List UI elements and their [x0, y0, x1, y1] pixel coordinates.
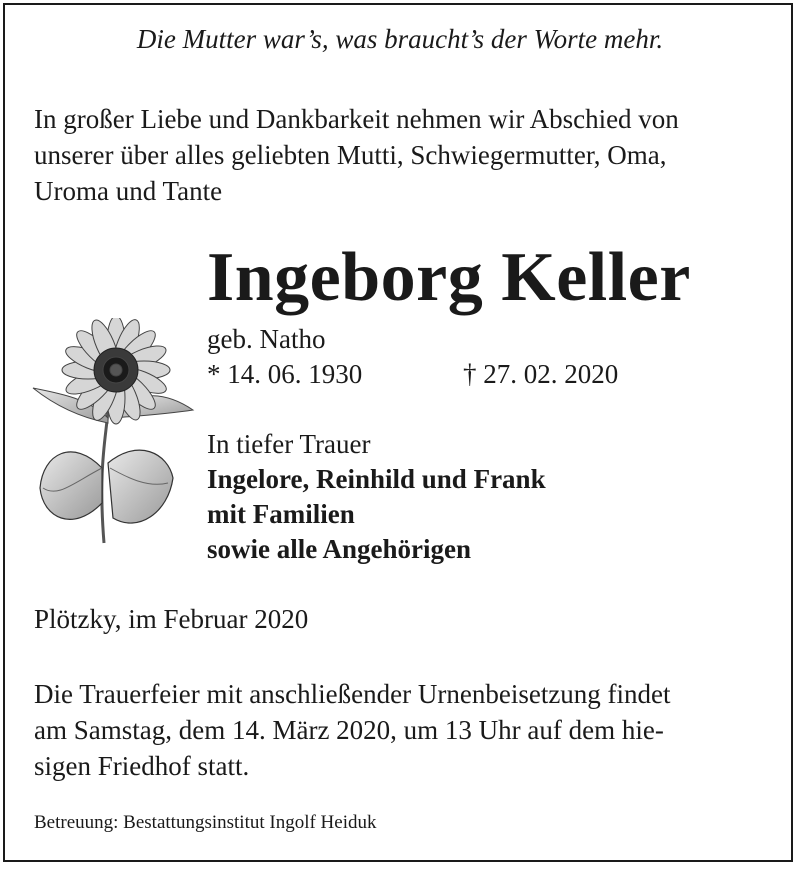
- intro-line-2: unserer über alles geliebten Mutti, Schwiegermutter, Oma,: [34, 140, 667, 170]
- ceremony-line-3: sigen Friedhof statt.: [34, 751, 250, 781]
- deceased-name: Ingeborg Keller: [207, 239, 691, 316]
- sunflower-illustration: [28, 318, 203, 548]
- intro-line-3: Uroma und Tante: [34, 176, 223, 206]
- mourners-line-1: Ingelore, Reinhild und Frank: [207, 464, 546, 494]
- ceremony-line-2: am Samstag, dem 14. März 2020, um 13 Uhr auf dem hie-: [34, 715, 664, 745]
- mourners-line-2: mit Familien: [207, 499, 355, 529]
- birth-date: * 14. 06. 1930: [207, 359, 363, 389]
- maiden-name: geb. Natho: [207, 324, 326, 354]
- intro-line-1: In großer Liebe und Dankbarkeit nehmen wir Abschied von: [34, 104, 679, 134]
- place-date: Plötzky, im Februar 2020: [34, 604, 309, 634]
- funeral-home-credit: Betreuung: Bestattungsinstitut Ingolf Heiduk: [34, 812, 377, 833]
- motto: Die Mutter war’s, was braucht’s der Worte mehr.: [136, 24, 664, 54]
- mourners-heading: In tiefer Trauer: [207, 429, 371, 459]
- mourners-line-3: sowie alle Angehörigen: [207, 534, 471, 564]
- death-date: † 27. 02. 2020: [463, 359, 619, 389]
- ceremony-line-1: Die Trauerfeier mit anschließender Urnenbeisetzung findet: [34, 679, 671, 709]
